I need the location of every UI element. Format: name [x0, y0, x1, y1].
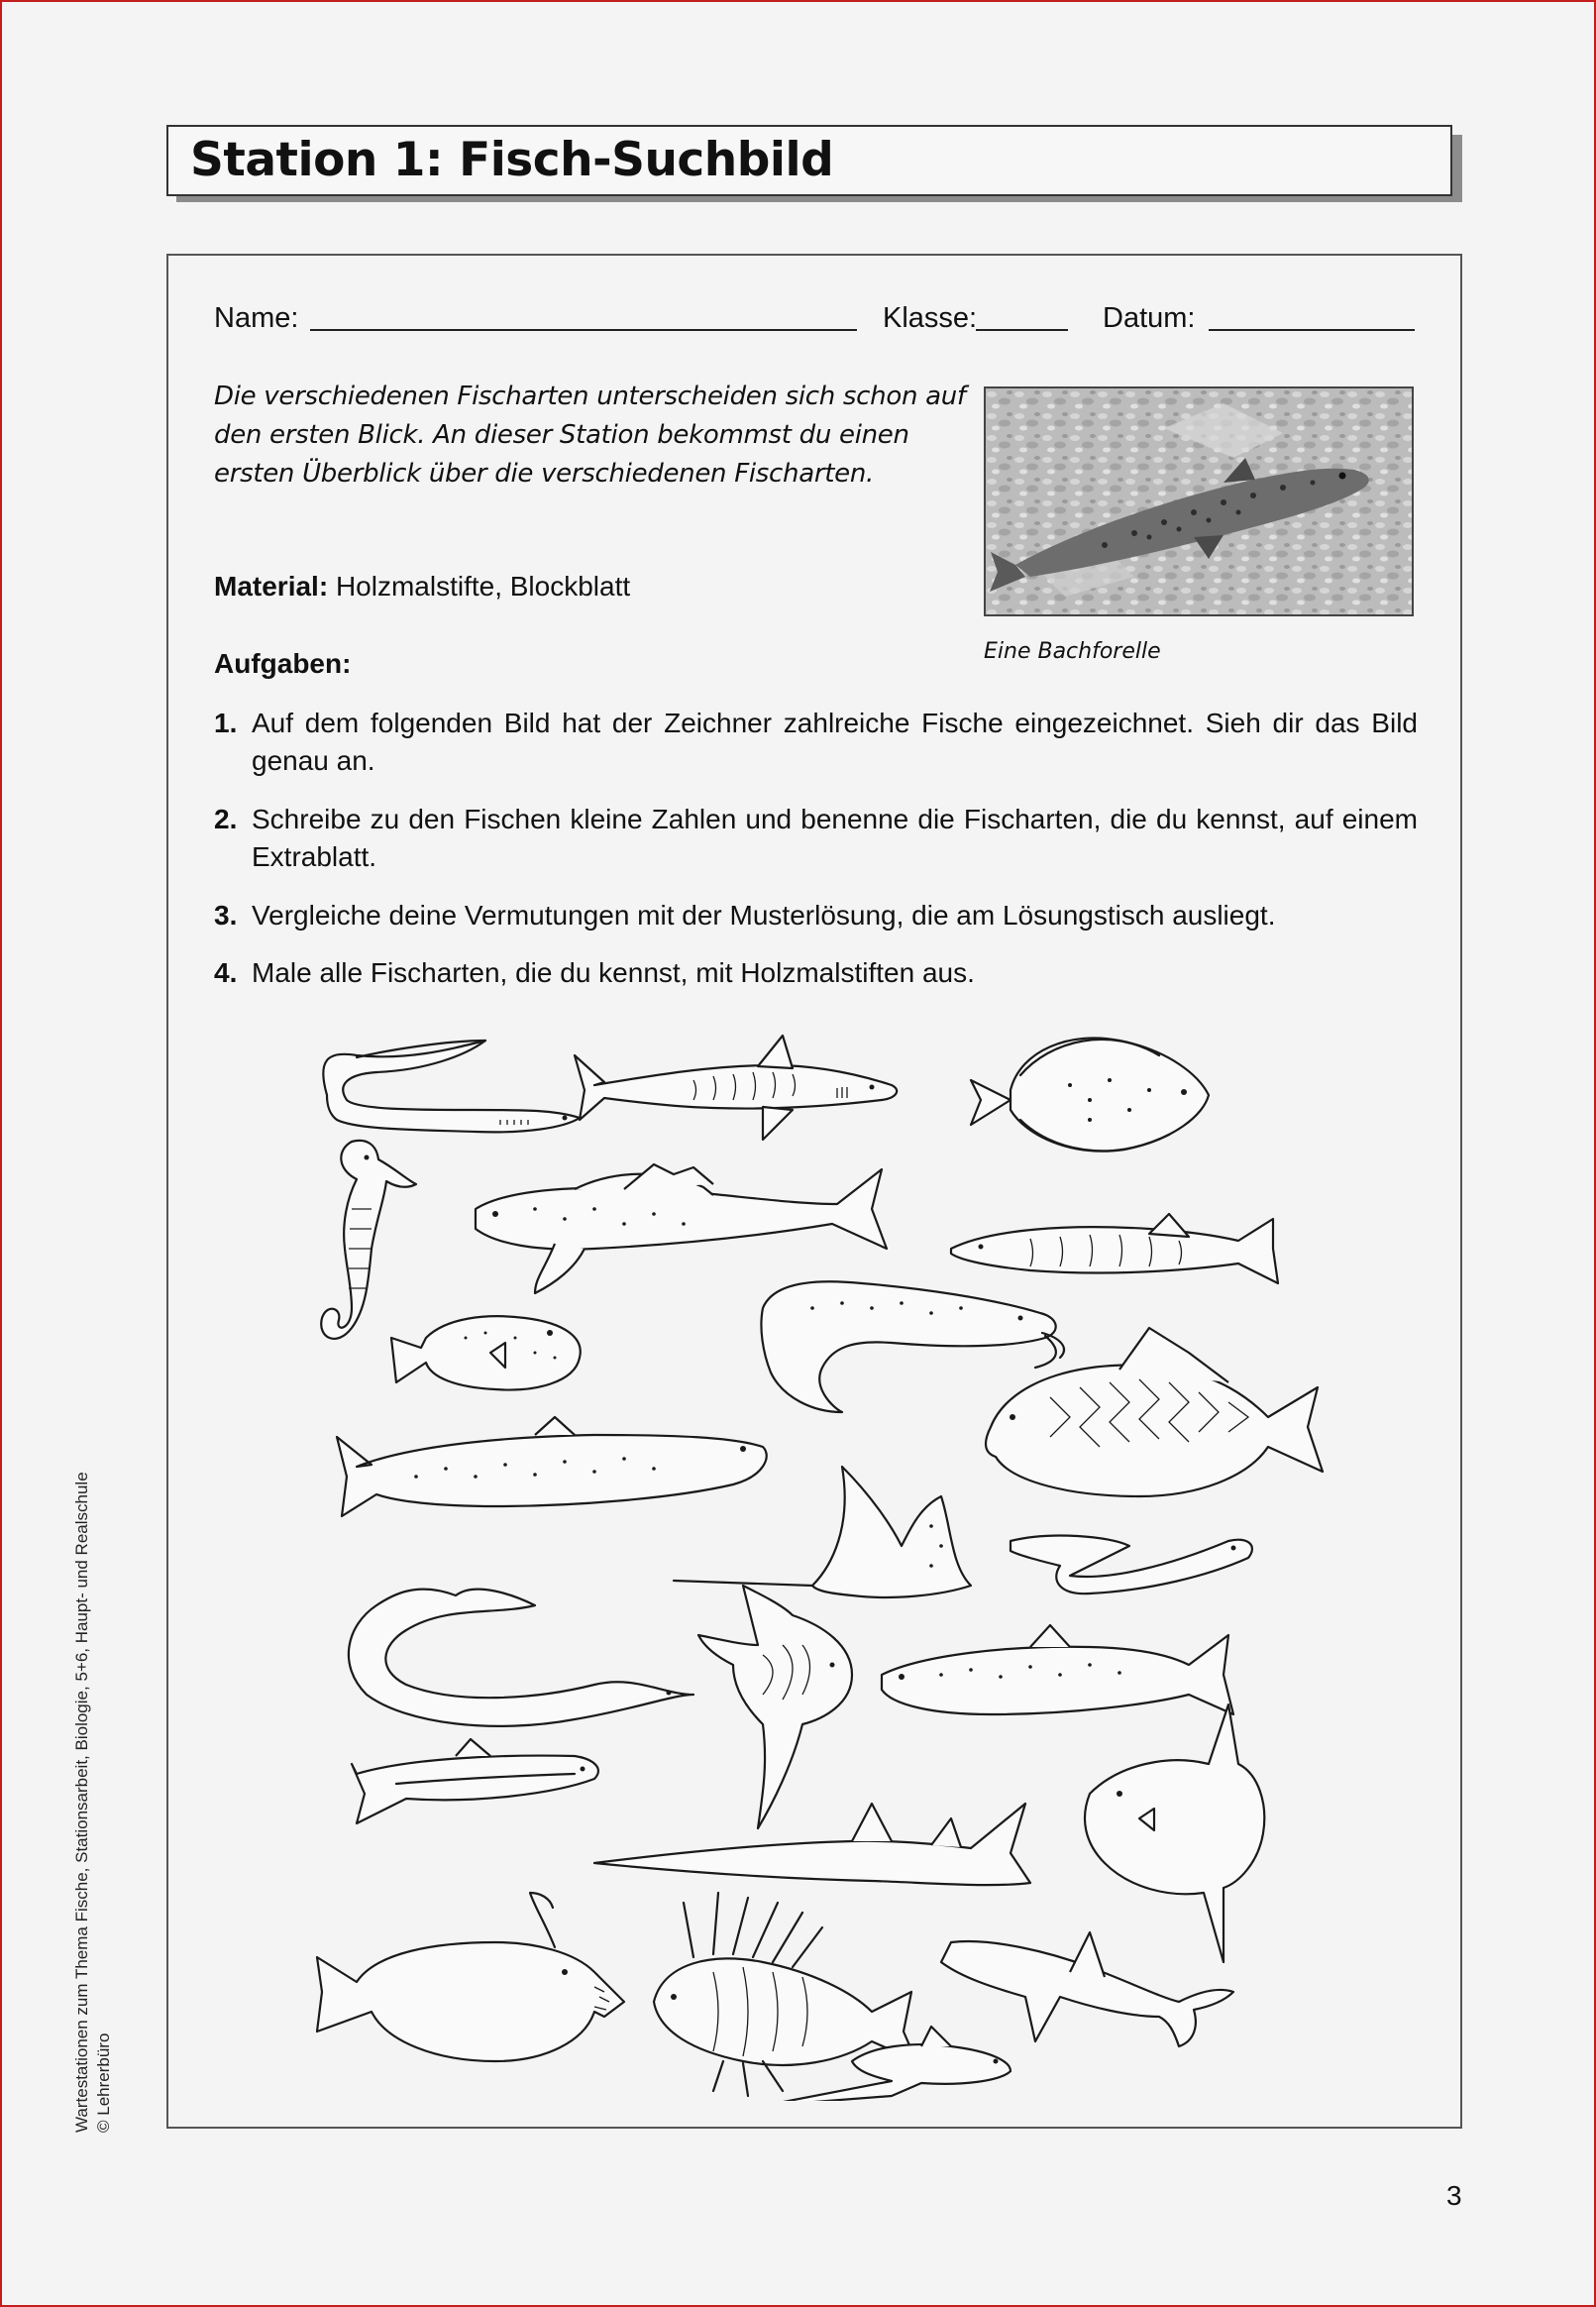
sawfish-drawing — [594, 1804, 1030, 1885]
sunfish-drawing — [1085, 1704, 1264, 1962]
datum-field[interactable] — [1209, 329, 1415, 331]
task-number: 4. — [214, 957, 238, 988]
task-text: Male alle Fischarten, die du kennst, mit Holzmalstiften aus. — [252, 957, 975, 988]
task-item — [214, 897, 1418, 934]
name-field[interactable] — [310, 329, 857, 331]
carp-drawing — [986, 1328, 1323, 1496]
copyright-line-1: Wartestationen zum Thema Fische, Stationsarbeit, Biologie, 5+6, Haupt- und Realschule — [72, 1472, 91, 2133]
pike-drawing — [951, 1214, 1278, 1283]
material-line — [214, 571, 630, 603]
trout-drawing — [882, 1625, 1233, 1714]
page-number: 3 — [1446, 2180, 1462, 2211]
scorpionfish-drawing — [476, 1164, 887, 1293]
salmon-drawing — [337, 1417, 767, 1516]
flounder-drawing — [971, 1038, 1209, 1151]
hammerhead-drawing — [941, 1932, 1233, 2046]
material-label: Material: — [214, 571, 329, 602]
material-text: Holzmalstifte, Blockblatt — [335, 571, 631, 602]
task-text: Vergleiche deine Vermutungen mit der Musterlösung, die am Lösungstisch ausliegt. — [252, 900, 1276, 931]
photo-caption: Eine Bachforelle — [984, 639, 1161, 664]
task-item — [214, 705, 1418, 780]
page-title: Station 1: Fisch-Suchbild — [190, 133, 834, 187]
lamprey-drawing — [323, 1041, 580, 1132]
trout-photo — [984, 386, 1414, 616]
datum-label: Datum: — [1103, 302, 1196, 334]
angelfish-drawing — [698, 1586, 852, 1828]
task-item — [214, 954, 1418, 992]
task-number: 1. — [214, 708, 238, 738]
anglerfish-drawing — [317, 1893, 624, 2061]
tasks-heading: Aufgaben: — [214, 648, 352, 679]
eel-drawing — [349, 1590, 693, 1726]
small-fish-drawing — [352, 1739, 598, 1823]
title-box — [166, 125, 1452, 196]
task-text: Schreibe zu den Fischen kleine Zahlen und benenne die Fischarten, die du kennst, auf einem Extrablatt. — [252, 804, 1418, 872]
task-number: 3. — [214, 900, 238, 931]
name-label: Name: — [214, 302, 299, 334]
moray-drawing — [1011, 1536, 1252, 1594]
klasse-label: Klasse: — [883, 302, 978, 334]
shark-drawing — [575, 1036, 897, 1140]
copyright-note — [71, 1472, 115, 2133]
pufferfish-drawing — [391, 1316, 581, 1389]
klasse-field[interactable] — [976, 329, 1068, 331]
copyright-line-2: © Lehrerbüro — [94, 2032, 113, 2133]
fish-search-picture — [297, 1011, 1357, 2101]
intro-text: Die verschiedenen Fischarten unterscheiden sich schon auf den ersten Blick. An dieser Station bekommst du einen ersten Überblick über die verschiedenen Fischarten. — [214, 382, 966, 489]
task-number: 2. — [214, 804, 238, 834]
seahorse-drawing — [321, 1141, 416, 1339]
task-item — [214, 801, 1418, 876]
task-text: Auf dem folgenden Bild hat der Zeichner zahlreiche Fische eingezeichnet. Sieh dir das Bild genau an. — [252, 708, 1418, 776]
